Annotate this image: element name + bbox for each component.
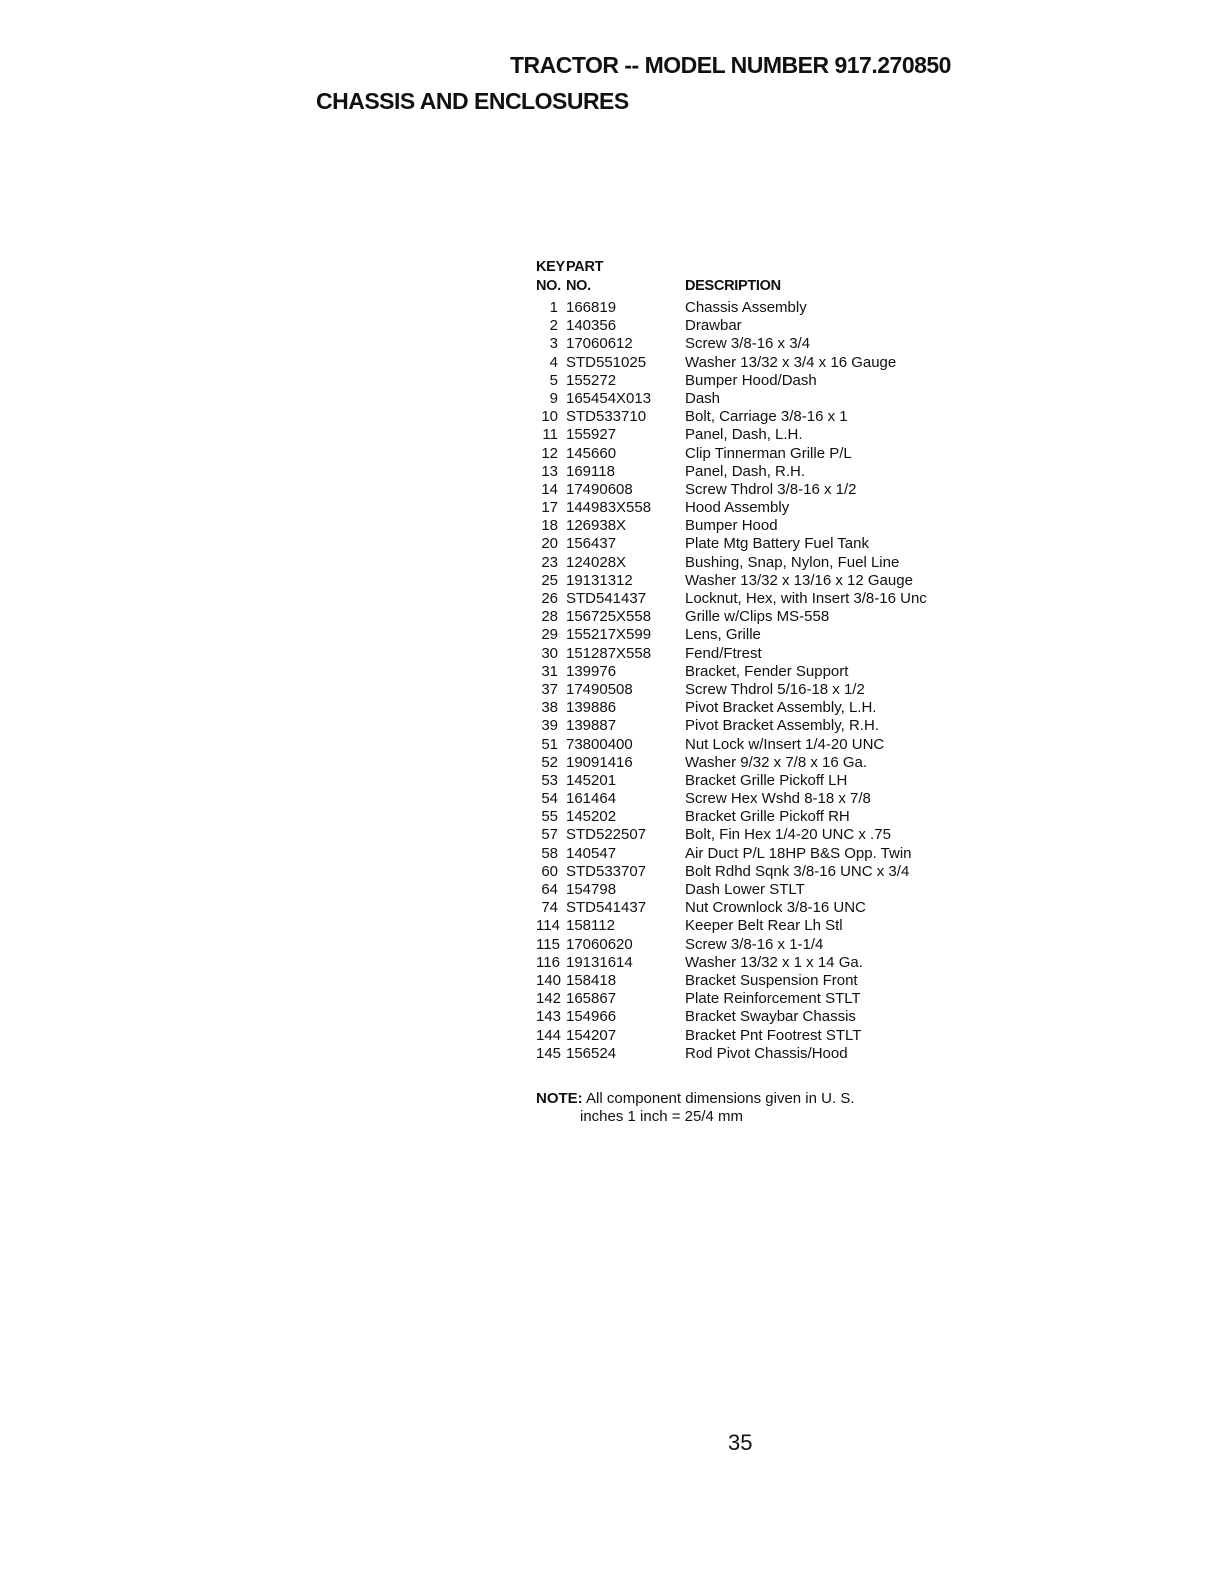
key-number: 39	[541, 717, 558, 735]
part-description: Panel, Dash, L.H.	[685, 426, 803, 444]
part-description: Washer 13/32 x 1 x 14 Ga.	[685, 953, 863, 971]
part-number: 144983X558	[566, 499, 652, 517]
key-number: 9	[549, 389, 558, 407]
part-description: Pivot Bracket Assembly, R.H.	[685, 717, 879, 735]
part-number: 17490608	[566, 480, 633, 498]
key-number: 20	[541, 535, 558, 553]
key-number: 14	[541, 480, 558, 498]
key-number: 54	[541, 790, 558, 808]
part-number: 156524	[566, 1044, 617, 1062]
key-number: 5	[549, 371, 558, 389]
part-description: Bushing, Snap, Nylon, Fuel Line	[685, 553, 900, 571]
note-label: NOTE:	[536, 1090, 583, 1107]
part-description: Bracket Pnt Footrest STLT	[685, 1026, 862, 1044]
key-number: 23	[541, 553, 558, 571]
part-number: 169118	[566, 462, 615, 480]
header-part-no: NO.	[566, 277, 591, 294]
part-number: 151287X558	[566, 644, 652, 662]
part-number: 124028X	[566, 553, 627, 571]
key-number: 3	[549, 335, 558, 353]
key-number: 17	[541, 499, 558, 517]
page-title: TRACTOR -- MODEL NUMBER 917.270850	[510, 52, 951, 78]
part-description: Panel, Dash, R.H.	[685, 462, 806, 480]
part-number: 158112	[566, 917, 615, 935]
part-description: Nut Lock w/Insert 1/4-20 UNC	[685, 735, 885, 753]
part-description: Bracket, Fender Support	[685, 662, 849, 680]
part-description: Bracket Grille Pickoff RH	[685, 808, 850, 826]
key-number: 4	[549, 353, 558, 371]
part-description: Dash Lower STLT	[685, 881, 805, 898]
key-number: 10	[541, 408, 558, 426]
part-number: STD522507	[566, 826, 647, 844]
section-title: CHASSIS AND ENCLOSURES	[316, 88, 629, 114]
key-number: 53	[541, 771, 558, 789]
part-description: Bracket Suspension Front	[685, 971, 858, 989]
part-number: 161464	[566, 790, 617, 808]
part-description: Plate Mtg Battery Fuel Tank	[685, 535, 869, 553]
part-description: Bumper Hood	[685, 517, 778, 535]
part-number: 139886	[566, 699, 617, 717]
part-description: Bracket Swaybar Chassis	[685, 1008, 856, 1026]
part-number: 73800400	[566, 735, 633, 753]
part-number: 145660	[566, 444, 617, 462]
key-number: 11	[542, 426, 558, 444]
key-number: 38	[541, 699, 558, 717]
key-number: 57	[541, 826, 558, 844]
header-key-no: NO.	[536, 277, 561, 294]
part-description: Dash	[685, 389, 721, 407]
key-number: 142	[536, 990, 562, 1008]
part-number: STD541437	[566, 590, 647, 607]
key-number: 28	[541, 608, 558, 626]
key-number: 115	[536, 935, 560, 953]
key-number: 2	[549, 317, 558, 335]
key-number: 37	[541, 680, 558, 698]
part-number: 140356	[566, 317, 617, 335]
part-number: 158418	[566, 971, 617, 989]
part-description: Plate Reinforcement STLT	[685, 990, 861, 1008]
part-description: Bolt, Fin Hex 1/4-20 UNC x .75	[685, 826, 891, 844]
part-number: 140547	[566, 844, 617, 862]
part-description: Washer 9/32 x 7/8 x 16 Ga.	[685, 753, 868, 771]
part-number: 17490508	[566, 680, 633, 698]
part-number: 155217X599	[566, 626, 652, 644]
part-number: STD541437	[566, 899, 647, 917]
key-number: 144	[536, 1026, 562, 1044]
key-number: 140	[536, 971, 562, 989]
key-number: 12	[541, 444, 558, 462]
part-description: Screw Thdrol 3/8-16 x 1/2	[685, 480, 857, 498]
part-description: Clip Tinnerman Grille P/L	[685, 444, 852, 462]
part-number: 156437	[566, 535, 617, 553]
dimension-note	[536, 1090, 855, 1126]
part-number: 19131614	[566, 953, 633, 971]
part-number: STD533710	[566, 408, 647, 426]
note-text-line2: inches 1 inch = 25/4 mm	[580, 1108, 744, 1125]
part-number: 19091416	[566, 753, 633, 771]
part-number: 154798	[566, 881, 617, 898]
part-description: Chassis Assembly	[685, 299, 807, 316]
key-number: 30	[541, 644, 558, 662]
part-number: STD551025	[566, 353, 647, 371]
part-number: 139887	[566, 717, 617, 735]
part-description: Rod Pivot Chassis/Hood	[685, 1044, 848, 1062]
part-number: 156725X558	[566, 608, 652, 626]
key-number: 51	[541, 735, 558, 753]
part-description: Drawbar	[685, 317, 742, 335]
part-description: Locknut, Hex, with Insert 3/8-16 Unc	[685, 590, 927, 607]
key-number: 116	[536, 953, 560, 971]
part-number: 155927	[566, 426, 617, 444]
part-number: 17060620	[566, 935, 633, 953]
part-description: Bracket Grille Pickoff LH	[685, 771, 848, 789]
part-number: 165454X013	[566, 389, 652, 407]
part-description: Lens, Grille	[685, 626, 761, 644]
part-description: Fend/Ftrest	[685, 644, 762, 662]
part-number: 145201	[566, 771, 617, 789]
key-number: 1	[549, 299, 558, 316]
key-number: 55	[541, 808, 558, 826]
key-number: 145	[536, 1044, 562, 1062]
key-number: 114	[536, 917, 560, 935]
header-description: DESCRIPTION	[685, 277, 781, 294]
part-number: 145202	[566, 808, 617, 826]
part-description: Hood Assembly	[685, 499, 790, 517]
key-number: 29	[541, 626, 558, 644]
key-number: 13	[541, 462, 558, 480]
key-number: 31	[541, 662, 558, 680]
part-number: 154966	[566, 1008, 617, 1026]
page-number: 35	[728, 1430, 753, 1455]
header-key: KEY	[536, 259, 565, 275]
part-number: 165867	[566, 990, 617, 1008]
part-number: 17060612	[566, 335, 633, 353]
part-description: Screw 3/8-16 x 1-1/4	[685, 935, 824, 953]
key-number: 58	[541, 844, 558, 862]
part-description: Grille w/Clips MS-558	[685, 608, 830, 626]
part-description: Screw Hex Wshd 8-18 x 7/8	[685, 790, 871, 808]
part-description: Nut Crownlock 3/8-16 UNC	[685, 899, 866, 917]
part-description: Washer 13/32 x 3/4 x 16 Gauge	[685, 353, 897, 371]
key-number: 26	[541, 590, 558, 607]
key-number: 18	[541, 517, 558, 535]
part-number: 155272	[566, 371, 617, 389]
part-description: Keeper Belt Rear Lh Stl	[685, 917, 843, 935]
part-description: Air Duct P/L 18HP B&S Opp. Twin	[685, 844, 912, 862]
key-number: 25	[541, 571, 558, 589]
key-number: 60	[541, 862, 558, 880]
key-number: 64	[541, 881, 558, 898]
part-description: Screw Thdrol 5/16-18 x 1/2	[685, 680, 865, 698]
part-description: Bolt Rdhd Sqnk 3/8-16 UNC x 3/4	[685, 862, 910, 880]
part-description: Bolt, Carriage 3/8-16 x 1	[685, 408, 848, 426]
part-number: 166819	[566, 299, 617, 316]
part-number: 139976	[566, 662, 617, 680]
header-part: PART	[566, 259, 604, 275]
key-number: 52	[541, 753, 558, 771]
part-description: Bumper Hood/Dash	[685, 371, 817, 389]
key-number: 143	[536, 1008, 562, 1026]
part-number: 19131312	[566, 571, 633, 589]
part-description: Screw 3/8-16 x 3/4	[685, 335, 811, 353]
key-number: 74	[541, 899, 558, 917]
part-description: Washer 13/32 x 13/16 x 12 Gauge	[685, 571, 913, 589]
part-description: Pivot Bracket Assembly, L.H.	[685, 699, 877, 717]
part-number: 126938X	[566, 517, 627, 535]
part-number: STD533707	[566, 862, 647, 880]
part-number: 154207	[566, 1026, 617, 1044]
note-text-line1: All component dimensions given in U. S.	[586, 1090, 855, 1107]
